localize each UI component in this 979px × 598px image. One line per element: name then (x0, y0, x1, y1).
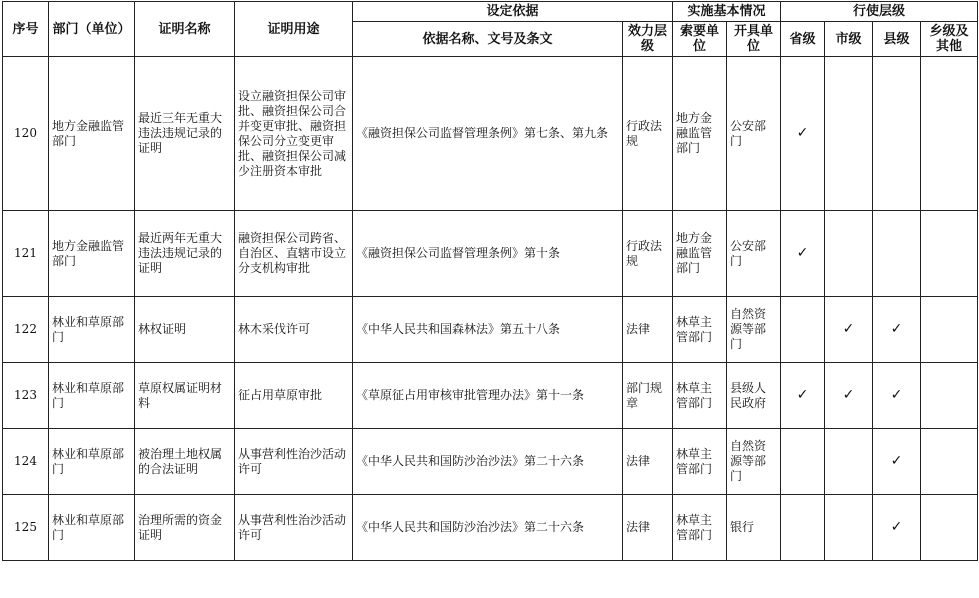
header-basis-name: 依据名称、文号及条文 (353, 22, 623, 57)
cell-dept: 地方金融监管部门 (49, 57, 135, 211)
cell-town-check (921, 57, 978, 211)
cell-issuer: 自然资源等部门 (727, 429, 781, 495)
cell-cert-use: 林木采伐许可 (235, 297, 353, 363)
cell-issuer: 自然资源等部门 (727, 297, 781, 363)
header-dept: 部门（单位） (49, 2, 135, 57)
cell-province-check: ✓ (781, 57, 825, 211)
cell-city-check (825, 57, 873, 211)
header-county: 县级 (873, 22, 921, 57)
cell-requester: 林草主管部门 (673, 297, 727, 363)
cell-basis: 《中华人民共和国防沙治沙法》第二十六条 (353, 429, 623, 495)
table-row (3, 495, 978, 561)
cell-seq: 123 (3, 363, 49, 429)
table-row (3, 57, 978, 211)
cell-cert-name: 被治理土地权属的合法证明 (135, 429, 235, 495)
header-seq: 序号 (3, 2, 49, 57)
cell-cert-name: 最近三年无重大违法违规记录的证明 (135, 57, 235, 211)
cell-cert-use: 从事营利性治沙活动许可 (235, 429, 353, 495)
cell-seq: 121 (3, 211, 49, 297)
cell-county-check (873, 211, 921, 297)
cell-basis: 《中华人民共和国防沙治沙法》第二十六条 (353, 495, 623, 561)
cell-dept: 林业和草原部门 (49, 363, 135, 429)
cell-town-check (921, 297, 978, 363)
cell-basis: 《草原征占用审核审批管理办法》第十一条 (353, 363, 623, 429)
cell-cert-use: 融资担保公司跨省、自治区、直辖市设立分支机构审批 (235, 211, 353, 297)
cell-cert-use: 从事营利性治沙活动许可 (235, 495, 353, 561)
header-cert-name: 证明名称 (135, 2, 235, 57)
cell-cert-use: 征占用草原审批 (235, 363, 353, 429)
cell-requester: 林草主管部门 (673, 495, 727, 561)
cell-basis: 《融资担保公司监督管理条例》第七条、第九条 (353, 57, 623, 211)
table-row (3, 297, 978, 363)
header-issuer: 开具单位 (727, 22, 781, 57)
cell-requester: 林草主管部门 (673, 363, 727, 429)
cell-city-check (825, 495, 873, 561)
cell-effect: 部门规章 (623, 363, 673, 429)
cell-town-check (921, 495, 978, 561)
cell-county-check: ✓ (873, 495, 921, 561)
header-impl: 实施基本情况 (673, 2, 781, 22)
cell-basis: 《融资担保公司监督管理条例》第十条 (353, 211, 623, 297)
header-town: 乡级及其他 (921, 22, 978, 57)
cell-province-check: ✓ (781, 363, 825, 429)
cell-cert-use: 设立融资担保公司审批、融资担保公司合并变更审批、融资担保公司分立变更审批、融资担保公司减少注册资本审批 (235, 57, 353, 211)
cell-effect: 法律 (623, 495, 673, 561)
table-row (3, 211, 978, 297)
cell-seq: 122 (3, 297, 49, 363)
cell-town-check (921, 363, 978, 429)
header-city: 市级 (825, 22, 873, 57)
cell-cert-name: 林权证明 (135, 297, 235, 363)
cell-effect: 行政法规 (623, 211, 673, 297)
cell-requester: 地方金融监管部门 (673, 57, 727, 211)
cell-cert-name: 最近两年无重大违法违规记录的证明 (135, 211, 235, 297)
cell-county-check: ✓ (873, 429, 921, 495)
cell-seq: 125 (3, 495, 49, 561)
cell-county-check: ✓ (873, 297, 921, 363)
cell-issuer: 公安部门 (727, 57, 781, 211)
header-cert-use: 证明用途 (235, 2, 353, 57)
cell-city-check (825, 211, 873, 297)
header-level: 行使层级 (781, 2, 978, 22)
cell-county-check (873, 57, 921, 211)
cell-province-check (781, 495, 825, 561)
cell-province-check: ✓ (781, 211, 825, 297)
certificate-table (2, 1, 978, 561)
cell-requester: 林草主管部门 (673, 429, 727, 495)
cell-town-check (921, 211, 978, 297)
cell-effect: 法律 (623, 429, 673, 495)
cell-city-check: ✓ (825, 363, 873, 429)
header-requester: 索要单位 (673, 22, 727, 57)
cell-requester: 地方金融监管部门 (673, 211, 727, 297)
cell-effect: 行政法规 (623, 57, 673, 211)
cell-dept: 林业和草原部门 (49, 297, 135, 363)
cell-cert-name: 治理所需的资金证明 (135, 495, 235, 561)
header-basis: 设定依据 (353, 2, 673, 22)
header-effect-level: 效力层级 (623, 22, 673, 57)
cell-city-check: ✓ (825, 297, 873, 363)
cell-effect: 法律 (623, 297, 673, 363)
cell-province-check (781, 429, 825, 495)
header-province: 省级 (781, 22, 825, 57)
cell-issuer: 公安部门 (727, 211, 781, 297)
cell-issuer: 县级人民政府 (727, 363, 781, 429)
cell-dept: 林业和草原部门 (49, 429, 135, 495)
cell-town-check (921, 429, 978, 495)
table-row (3, 363, 978, 429)
cell-dept: 林业和草原部门 (49, 495, 135, 561)
cell-basis: 《中华人民共和国森林法》第五十八条 (353, 297, 623, 363)
table-row (3, 429, 978, 495)
cell-seq: 124 (3, 429, 49, 495)
cell-seq: 120 (3, 57, 49, 211)
cell-issuer: 银行 (727, 495, 781, 561)
cell-dept: 地方金融监管部门 (49, 211, 135, 297)
cell-county-check: ✓ (873, 363, 921, 429)
cell-city-check (825, 429, 873, 495)
cell-province-check (781, 297, 825, 363)
cell-cert-name: 草原权属证明材料 (135, 363, 235, 429)
